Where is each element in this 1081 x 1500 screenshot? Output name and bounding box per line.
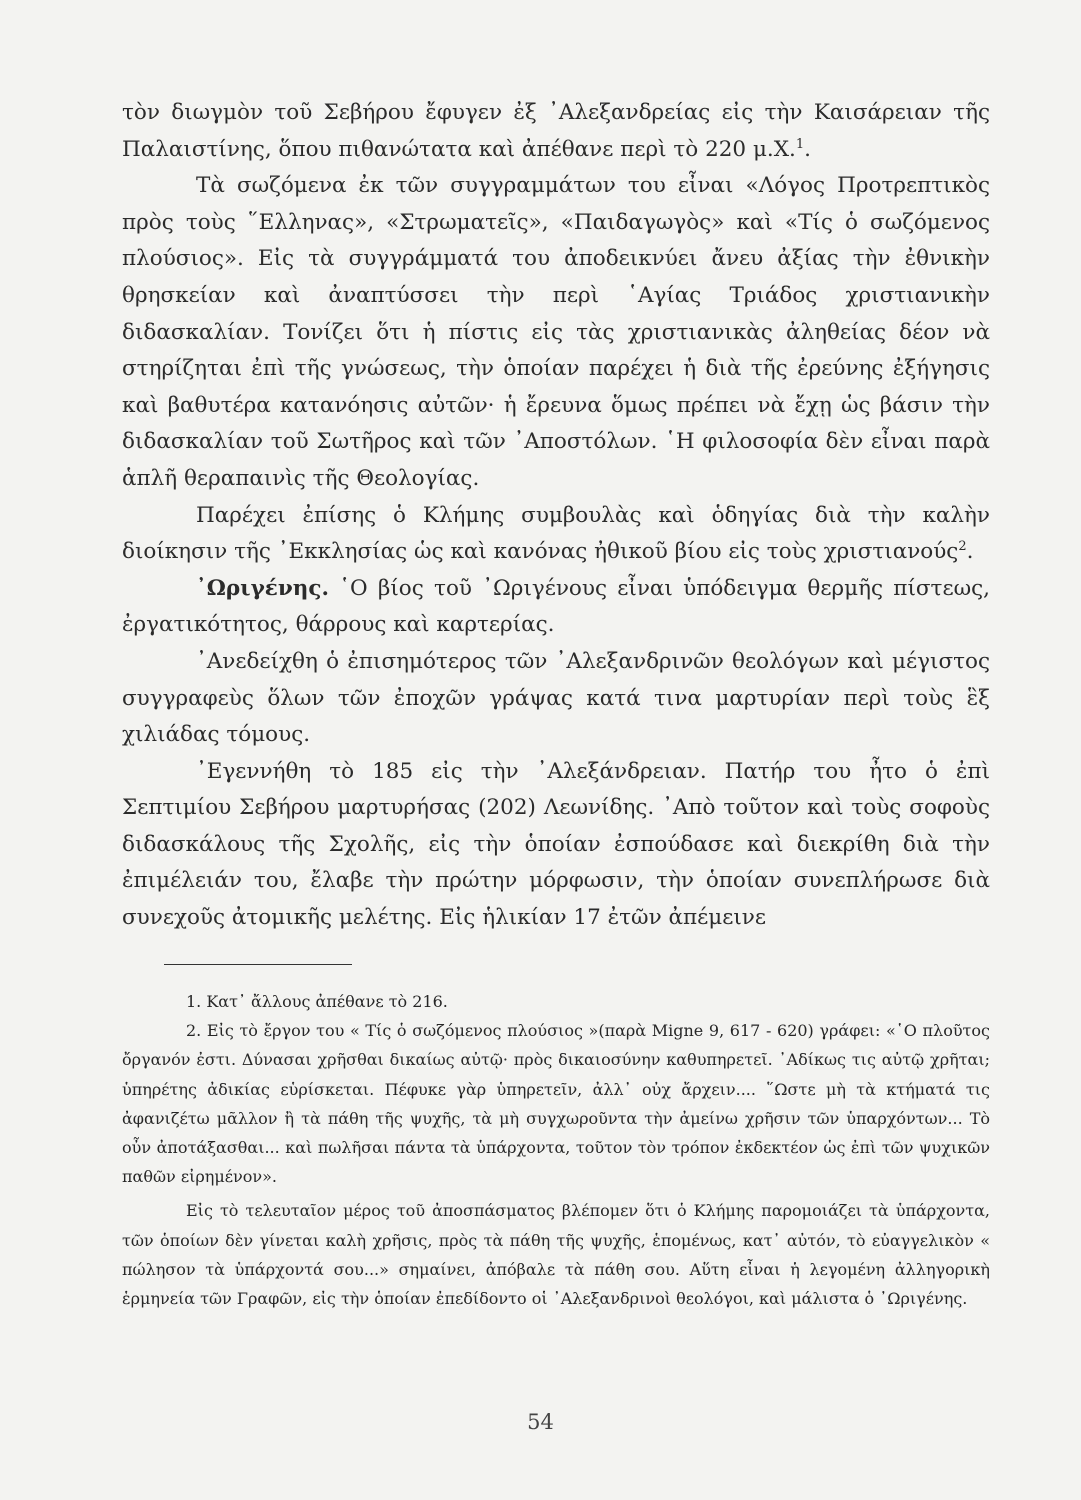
footnote-divider (164, 964, 352, 965)
paragraph-4-text: ῾Ο βίος τοῦ ᾿Ωριγένους εἶναι ὑπόδειγμα θερμῆς πίστεως, ἐργατικότητος, θάρρους καὶ καρτερίας. (122, 575, 990, 638)
section-heading-origen: ᾿Ωριγένης. (196, 575, 329, 601)
footnote-1: 1. Κατ᾿ ἄλλους ἀπέθανε τὸ 216. (186, 992, 448, 1011)
paragraph-1-tail: . (804, 136, 812, 162)
paragraph-3 (122, 498, 990, 571)
paragraph-3-text: Παρέχει ἐπίσης ὁ Κλήμης συμβουλὰς καὶ ὁδηγίας διὰ τὴν καλὴν διοίκησιν τῆς ᾿Εκκλησίας ὡς καὶ κανόνας ἠθικοῦ βίου εἰς τοὺς χριστιανούς (122, 502, 990, 565)
footnote-2: 2. Εἰς τὸ ἔργον του « Τίς ὁ σωζόμενος πλούσιος »(παρὰ Migne 9, 617 - 620) γράφει: «῾Ο πλοῦτος ὄργανόν ἐστι. Δύνασαι χρῆσθαι δικαίως αὐτῷ· πρὸς δικαιοσύνην καθυπηρετεῖ. ᾿Αδίκως τις αὐτῷ χρῆται; ὑπηρέτης ἀδικίας εὑρίσκεται. Πέφυκε γὰρ ὑπηρετεῖν, ἀλλ᾿ οὐχ ἄρχειν.... ῞Ωστε μὴ τὰ κτήματά τις ἀφανιζέτω μᾶλλον ἢ τὰ πάθη τῆς ψυχῆς, τὰ μὴ συγχωροῦντα τὴν ἀμείνω χρῆσιν τῶν ὑπαρχόντων... Τὸ οὖν ἀποτάξασθαι... καὶ πωλῆσαι πάντα τὰ ὑπάρχοντα, τοῦτον τὸν τρόπον ἐκδεκτέον ὡς ἐπὶ τῶν ψυχικῶν παθῶν εἰρημένον». (122, 1021, 990, 1187)
page-number: 54 (527, 1410, 554, 1434)
paragraph-6: ᾿Εγεννήθη τὸ 185 εἰς τὴν ᾿Αλεξάνδρειαν. Πατήρ του ἦτο ὁ ἐπὶ Σεπτιμίου Σεβήρου μαρτυρήσας (202) Λεωνίδης. ᾿Απὸ τοῦτον καὶ τοὺς σοφοὺς διδασκάλους τῆς Σχολῆς, εἰς τὴν ὁποίαν ἐσπούδασε καὶ διεκρίθη διὰ τὴν ἐπιμέλειάν του, ἔλαβε τὴν πρώτην μόρφωσιν, τὴν ὁποίαν συνεπλήρωσε διὰ συνεχοῦς ἀτομικῆς μελέτης. Εἰς ἡλικίαν 17 ἐτῶν ἀπέμεινε (122, 758, 990, 931)
main-text (122, 95, 990, 937)
footnote-2-continuation: Εἰς τὸ τελευταῖον μέρος τοῦ ἀποσπάσματος βλέπομεν ὅτι ὁ Κλήμης παρομοιάζει τὰ ὑπάρχοντα, τῶν ὁποίων δὲν γίνεται καλὴ χρῆσις, πρὸς τὰ πάθη τῆς ψυχῆς, ἑπομένως, κατ᾿ αὐτόν, τὸ εὐαγγελικὸν « πώλησον τὰ ὑπάρχοντά σου...» σημαίνει, ἀπόβαλε τὰ πάθη σου. Αὕτη εἶναι ἡ λεγομένη ἀλληγορικὴ ἑρμηνεία τῶν Γραφῶν, εἰς τὴν ὁποίαν ἐπεδίδοντο οἱ ᾿Αλεξανδρινοὶ θεολόγοι, καὶ μάλιστα ὁ ᾿Ωριγένης. (122, 1201, 990, 1309)
paragraph-5: ᾿Ανεδείχθη ὁ ἐπισημότερος τῶν ᾿Αλεξανδρινῶν θεολόγων καὶ μέγιστος συγγραφεὺς ὅλων τῶν ἐποχῶν γράψας κατά τινα μαρτυρίαν περὶ τοὺς ἓξ χιλιάδας τόμους. (122, 648, 990, 748)
footnote-ref-1: 1 (795, 136, 805, 152)
paragraph-1-text: τὸν διωγμὸν τοῦ Σεβήρου ἔφυγεν ἐξ ᾿Αλεξανδρείας εἰς τὴν Καισάρειαν τῆς Παλαιστίνης, ὅπου πιθανώτατα καὶ ἀπέθανε περὶ τὸ 220 μ.Χ. (122, 100, 990, 162)
paragraph-1 (122, 95, 990, 168)
paragraph-3-tail: . (966, 539, 974, 565)
paragraph-2: Τὰ σωζόμενα ἐκ τῶν συγγραμμάτων του εἶναι «Λόγος Προτρεπτικὸς πρὸς τοὺς ῞Ελληνας», «Στρωματεῖς», «Παιδαγωγὸς» καὶ «Τίς ὁ σωζόμενος πλούσιος». Εἰς τὰ συγγράμματά του ἀποδεικνύει ἄνευ ἀξίας τὴν ἐθνικὴν θρησκείαν καὶ ἀναπτύσσει τὴν περὶ ῾Αγίας Τριάδος χριστιανικὴν διδασκαλίαν. Τονίζει ὅτι ἡ πίστις εἰς τὰς χριστιανικὰς ἀληθείας δέον νὰ στηρίζηται ἐπὶ τῆς γνώσεως, τὴν ὁποίαν παρέχει ἡ διὰ τῆς ἐρεύνης ἐξήγησις καὶ βαθυτέρα κατανόησις αὐτῶν· ἡ ἔρευνα ὅμως πρέπει νὰ ἔχῃ ὡς βάσιν τὴν διδασκαλίαν τοῦ Σωτῆρος καὶ τῶν ᾿Αποστόλων. ῾Η φιλοσοφία δὲν εἶναι παρὰ ἁπλῆ θεραπαινὶς τῆς Θεολογίας. (122, 173, 990, 491)
paragraph-4 (122, 571, 990, 644)
footnote-ref-2: 2 (958, 538, 967, 554)
footnotes (122, 987, 990, 1313)
